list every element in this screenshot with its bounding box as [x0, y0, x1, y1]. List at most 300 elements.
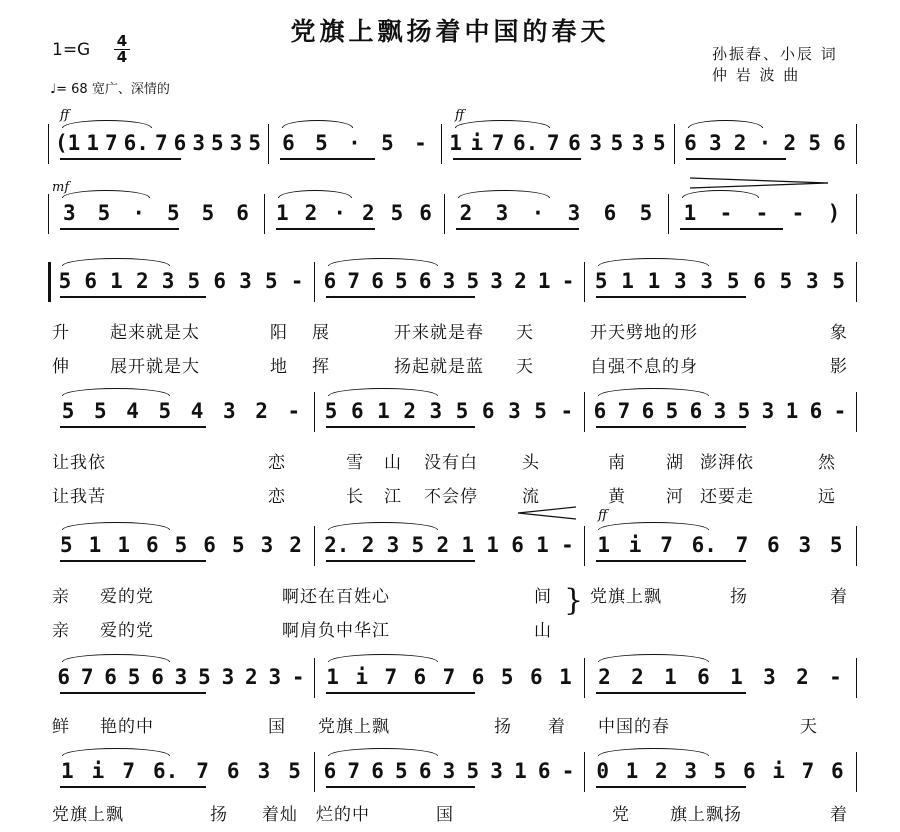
note: 6 [213, 269, 226, 293]
note: 3 [174, 665, 188, 689]
barline [584, 526, 585, 566]
note: 7 [104, 131, 118, 155]
note: 7 [122, 759, 135, 783]
note: 4 [190, 399, 204, 423]
note: 2 [783, 131, 797, 155]
note: 7 [384, 665, 398, 689]
composer: 仲 岩 波 曲 [712, 66, 801, 84]
measure [588, 268, 852, 294]
note: 5 [231, 533, 245, 557]
slur [328, 388, 438, 396]
note: 6 [371, 269, 384, 293]
barline [314, 392, 315, 432]
lyric-segment: 山 [384, 453, 402, 473]
note: 5 [201, 201, 215, 225]
barline [674, 124, 675, 164]
note: - [561, 269, 575, 293]
measure [318, 268, 580, 294]
lyric-segment: 中国的春 [598, 717, 670, 737]
lyric-segment: 天 [516, 323, 534, 343]
note: 3 [708, 131, 722, 155]
note: 7 [801, 759, 815, 783]
dynamic-marking: mf [52, 180, 70, 195]
note: 3 [508, 399, 521, 423]
note: 6. [512, 131, 539, 155]
note: 3 [805, 269, 819, 293]
note: 2 [361, 533, 375, 557]
beam [326, 786, 475, 788]
measure [588, 532, 852, 558]
note: 7 [546, 131, 560, 155]
note: 6. [123, 131, 149, 155]
lyric-segment: 啊还在百姓心 [282, 587, 390, 607]
note: 5 [534, 399, 547, 423]
beam [60, 228, 179, 230]
note: 3 [674, 269, 687, 293]
note: 1 [621, 269, 634, 293]
beam [60, 296, 206, 298]
note: 5 [94, 399, 107, 423]
lyric-segment: 着 [548, 717, 566, 737]
note: - [791, 201, 805, 225]
note: 2 [436, 533, 450, 557]
note: · [758, 131, 772, 155]
key-signature: 1=G [52, 40, 91, 60]
measure [588, 398, 852, 424]
measure [448, 200, 664, 226]
barline [584, 752, 585, 792]
dynamic-marking: ff [60, 108, 70, 123]
note: 3 [223, 399, 236, 423]
note: 6 [418, 269, 432, 293]
measure [52, 758, 310, 784]
lyric-segment: 山 [534, 621, 552, 641]
beam [60, 692, 206, 694]
barline [314, 658, 315, 698]
beam [60, 560, 206, 562]
measure [52, 664, 310, 690]
lyric-segment: 国 [268, 717, 286, 737]
note: 5 [610, 131, 624, 155]
note: i [628, 533, 642, 557]
tempo-marking: ♩= 68 宽广、深情的 [50, 82, 170, 97]
note: 6 [151, 665, 164, 689]
note: 7 [442, 665, 456, 689]
lyric-segment: 着 [830, 805, 848, 825]
credits [712, 44, 838, 86]
measure [52, 532, 310, 558]
lyric-segment: 扬 [210, 805, 228, 825]
slur [328, 748, 438, 756]
slur [62, 120, 152, 128]
lyric-segment: 天 [800, 717, 818, 737]
note: 6 [753, 269, 766, 293]
lyric-segment: 地 [270, 357, 288, 377]
note: - [561, 759, 575, 783]
note: 2 [403, 399, 416, 423]
beam [596, 560, 746, 562]
barline [441, 124, 442, 164]
note: 3 [257, 759, 271, 783]
note: 7 [735, 533, 749, 557]
lyric-segment: 自强不息的身 [590, 357, 698, 377]
note: 3 [761, 399, 775, 423]
lyric-segment: 江 [384, 487, 402, 507]
slur [62, 748, 170, 756]
note: 6 [350, 399, 364, 423]
note: 2 [654, 759, 668, 783]
note: 6. [152, 759, 179, 783]
note: 3 [386, 533, 400, 557]
beam [686, 158, 786, 160]
note: 1 [536, 533, 549, 557]
meter-denominator: 4 [116, 48, 128, 66]
measure [52, 398, 310, 424]
note: 3 [429, 399, 443, 423]
note: 3 [161, 269, 175, 293]
note: 5 [58, 269, 72, 293]
lyric-segment: 艳的中 [100, 717, 154, 737]
note: 5 [653, 131, 666, 155]
note: 1 [559, 665, 572, 689]
beam [456, 228, 579, 230]
beam [326, 692, 475, 694]
lyric-segment: 黄 [608, 487, 626, 507]
note: 5 [713, 759, 727, 783]
note: 6 [145, 533, 159, 557]
note: 1 [625, 759, 639, 783]
note: 3 [567, 201, 581, 225]
measure [52, 200, 260, 226]
lyric-segment: 烂的中 [316, 805, 370, 825]
measure [272, 130, 437, 156]
lyric-segment: 开来就是春 [394, 323, 484, 343]
slur [598, 654, 709, 662]
note: 3 [260, 533, 274, 557]
note: 3 [798, 533, 812, 557]
note: 3 [490, 269, 503, 293]
barline [314, 752, 315, 792]
beam [60, 158, 181, 160]
measure [318, 758, 580, 784]
note: 7 [491, 131, 505, 155]
note: 6 [236, 201, 249, 225]
song-title: 党旗上飘扬着中国的春天 [290, 17, 610, 46]
slur [328, 522, 438, 530]
lyric-segment: 南 [608, 453, 626, 473]
lyric-segment: 鲜 [52, 717, 70, 737]
note: 5 [466, 269, 480, 293]
beam [596, 786, 746, 788]
note: 1 [377, 399, 390, 423]
note: i [772, 759, 785, 783]
barline [856, 124, 857, 164]
note: - [290, 269, 304, 293]
note: 3 [63, 201, 76, 225]
note: 6 [57, 665, 71, 689]
note: 3 [490, 759, 503, 783]
note: 5 [248, 131, 261, 155]
note: 1 [514, 759, 527, 783]
note: 6 [809, 399, 823, 423]
note: 1 [647, 269, 661, 293]
note: 6 [203, 533, 216, 557]
note: 6 [537, 759, 551, 783]
note: 6 [282, 131, 295, 155]
note: 2 [245, 665, 258, 689]
lyric-segment: 挥 [312, 357, 330, 377]
beam [60, 786, 206, 788]
beam [326, 560, 475, 562]
note: 5 [395, 269, 408, 293]
lyric-segment: 间 [534, 587, 552, 607]
note: - [560, 399, 574, 423]
note: - [833, 399, 847, 423]
note: · [132, 201, 145, 225]
barline [48, 124, 49, 164]
time-signature [114, 34, 130, 65]
slur [282, 120, 353, 128]
barline [264, 194, 265, 234]
note: 5 [60, 533, 73, 557]
lyric-segment: 亲 [52, 621, 70, 641]
note: 6 [742, 759, 756, 783]
note: 6 [104, 665, 117, 689]
slur [598, 388, 709, 396]
note: 3 [700, 269, 714, 293]
note: 5 [324, 399, 338, 423]
barline [584, 658, 585, 698]
note: 7 [660, 533, 673, 557]
note: 2 [631, 665, 644, 689]
note: ) [827, 201, 841, 225]
note: 3 [268, 665, 282, 689]
note: 6 [511, 533, 524, 557]
barline [668, 194, 669, 234]
slur [62, 190, 150, 198]
note: 3 [713, 399, 727, 423]
note: 5 [166, 201, 180, 225]
note: 5 [97, 201, 111, 225]
lyric-segment: 恋 [268, 453, 286, 473]
lyric-segment: 扬起就是蓝 [394, 357, 484, 377]
note: 3 [221, 665, 235, 689]
lyric-segment: 让我依 [52, 453, 106, 473]
note: - [829, 665, 842, 689]
note: 1 [683, 201, 697, 225]
note: 2. [324, 533, 350, 557]
note: 6 [419, 201, 432, 225]
note: 6 [173, 131, 187, 155]
note: 6 [684, 131, 697, 155]
slur [62, 522, 170, 530]
note: 5 [315, 131, 328, 155]
note: 1 [461, 533, 475, 557]
lyric-segment: 不会停 [424, 487, 478, 507]
note: 6 [689, 399, 703, 423]
note: 5 [395, 759, 408, 783]
barline [856, 262, 857, 302]
crescendo-hairpin [518, 506, 578, 520]
note: i [355, 665, 368, 689]
lyric-segment: 国 [436, 805, 454, 825]
measure [318, 664, 580, 690]
note: 7 [80, 665, 94, 689]
lyric-segment: 湖 [666, 453, 684, 473]
note: 5 [264, 269, 278, 293]
note: 2 [304, 201, 318, 225]
note: 5 [665, 399, 679, 423]
note: 6 [529, 665, 543, 689]
meter-numerator: 4 [114, 34, 130, 50]
note: 1 [88, 533, 102, 557]
slur [328, 654, 438, 662]
lyric-segment: 还要走 [700, 487, 754, 507]
note: 6 [418, 759, 432, 783]
measure [445, 130, 670, 156]
slur [62, 654, 170, 662]
note: 5 [174, 533, 188, 557]
note: 5 [726, 269, 740, 293]
note: 5 [187, 269, 201, 293]
note: 2 [361, 201, 375, 225]
note: 1 [664, 665, 677, 689]
note: 5 [832, 269, 846, 293]
barline [856, 526, 857, 566]
note: 3 [589, 131, 602, 155]
barline [584, 392, 585, 432]
lyric-segment: 恋 [268, 487, 286, 507]
lyric-brace: } [564, 583, 584, 618]
note: · [333, 201, 346, 225]
note: 7 [196, 759, 209, 783]
note: i [91, 759, 105, 783]
note: - [561, 533, 574, 557]
note: 2 [289, 533, 302, 557]
slur [682, 190, 759, 198]
lyric-segment: 河 [666, 487, 684, 507]
note: 7 [617, 399, 631, 423]
note: 6 [830, 759, 844, 783]
beam [276, 228, 375, 230]
beam [680, 228, 783, 230]
note: - [719, 201, 733, 225]
lyric-segment: 澎湃依 [700, 453, 754, 473]
barline [48, 194, 49, 234]
note: 0 [596, 759, 609, 783]
decrescendo-hairpin [690, 176, 830, 190]
beam [60, 426, 206, 428]
note: 4 [126, 399, 139, 423]
note: 6 [323, 759, 337, 783]
note: 6 [697, 665, 710, 689]
note: 5 [808, 131, 821, 155]
note: 3 [684, 759, 697, 783]
barline [856, 392, 857, 432]
measure [588, 758, 852, 784]
note: · [531, 201, 545, 225]
note: 6 [641, 399, 655, 423]
lyric-segment: 影 [830, 357, 848, 377]
lyric-segment: 流 [522, 487, 540, 507]
note: 1 [276, 201, 289, 225]
lyric-segment: 雪 [346, 453, 364, 473]
note: 6. [691, 533, 717, 557]
measure [318, 532, 580, 558]
lyric-segment: 党旗上飘 [590, 587, 662, 607]
measure [268, 200, 440, 226]
lyric-segment: 天 [516, 357, 534, 377]
measure [672, 200, 852, 226]
lyric-segment: 没有白 [424, 453, 478, 473]
note: 5 [594, 269, 608, 293]
lyric-segment: 党 [612, 805, 630, 825]
note: 5 [198, 665, 211, 689]
note: 1 [326, 665, 339, 689]
note: 3 [631, 131, 645, 155]
beam [326, 426, 475, 428]
note: 3 [495, 201, 509, 225]
note: 2 [459, 201, 473, 225]
lyric-segment: 象 [830, 323, 848, 343]
note: 6 [84, 269, 98, 293]
slur [455, 120, 550, 128]
note: 7 [154, 131, 168, 155]
measure [678, 130, 852, 156]
note: 5 [455, 399, 469, 423]
note: 6 [226, 759, 240, 783]
note: 1 [61, 759, 74, 783]
barline [314, 262, 315, 302]
note: 5 [127, 665, 141, 689]
note: 5 [829, 533, 843, 557]
note: 3 [442, 269, 456, 293]
lyric-segment: 起来就是太 [110, 323, 200, 343]
barline [444, 194, 445, 234]
lyric-segment: 啊肩负中华江 [282, 621, 390, 641]
lyric-segment: 扬 [730, 587, 748, 607]
note: 6 [323, 269, 337, 293]
barline [268, 124, 269, 164]
barline [856, 194, 857, 234]
note: 5 [500, 665, 514, 689]
note: 6 [767, 533, 780, 557]
lyric-segment: 然 [818, 453, 836, 473]
lyric-segment: 旗上飘扬 [670, 805, 742, 825]
note: - [291, 665, 305, 689]
slur [328, 258, 438, 266]
note: 6 [593, 399, 607, 423]
slur [62, 388, 170, 396]
lyric-segment: 展开就是大 [110, 357, 200, 377]
note: - [287, 399, 301, 423]
note: 1 [449, 131, 462, 155]
lyric-segment: 远 [818, 487, 836, 507]
note: - [755, 201, 769, 225]
lyric-segment: 展 [312, 323, 330, 343]
note: 6 [568, 131, 581, 155]
repeat-barline [48, 262, 51, 302]
lyric-segment: 扬 [494, 717, 512, 737]
note: 1 [117, 533, 130, 557]
note: 2 [796, 665, 809, 689]
lyric-segment: 党旗上飘 [318, 717, 390, 737]
note: 1 [730, 665, 743, 689]
note: 6 [371, 759, 384, 783]
lyric-segment: 开天劈地的形 [590, 323, 698, 343]
slur [598, 258, 709, 266]
lyricist: 孙振春、小辰 词 [712, 45, 838, 63]
